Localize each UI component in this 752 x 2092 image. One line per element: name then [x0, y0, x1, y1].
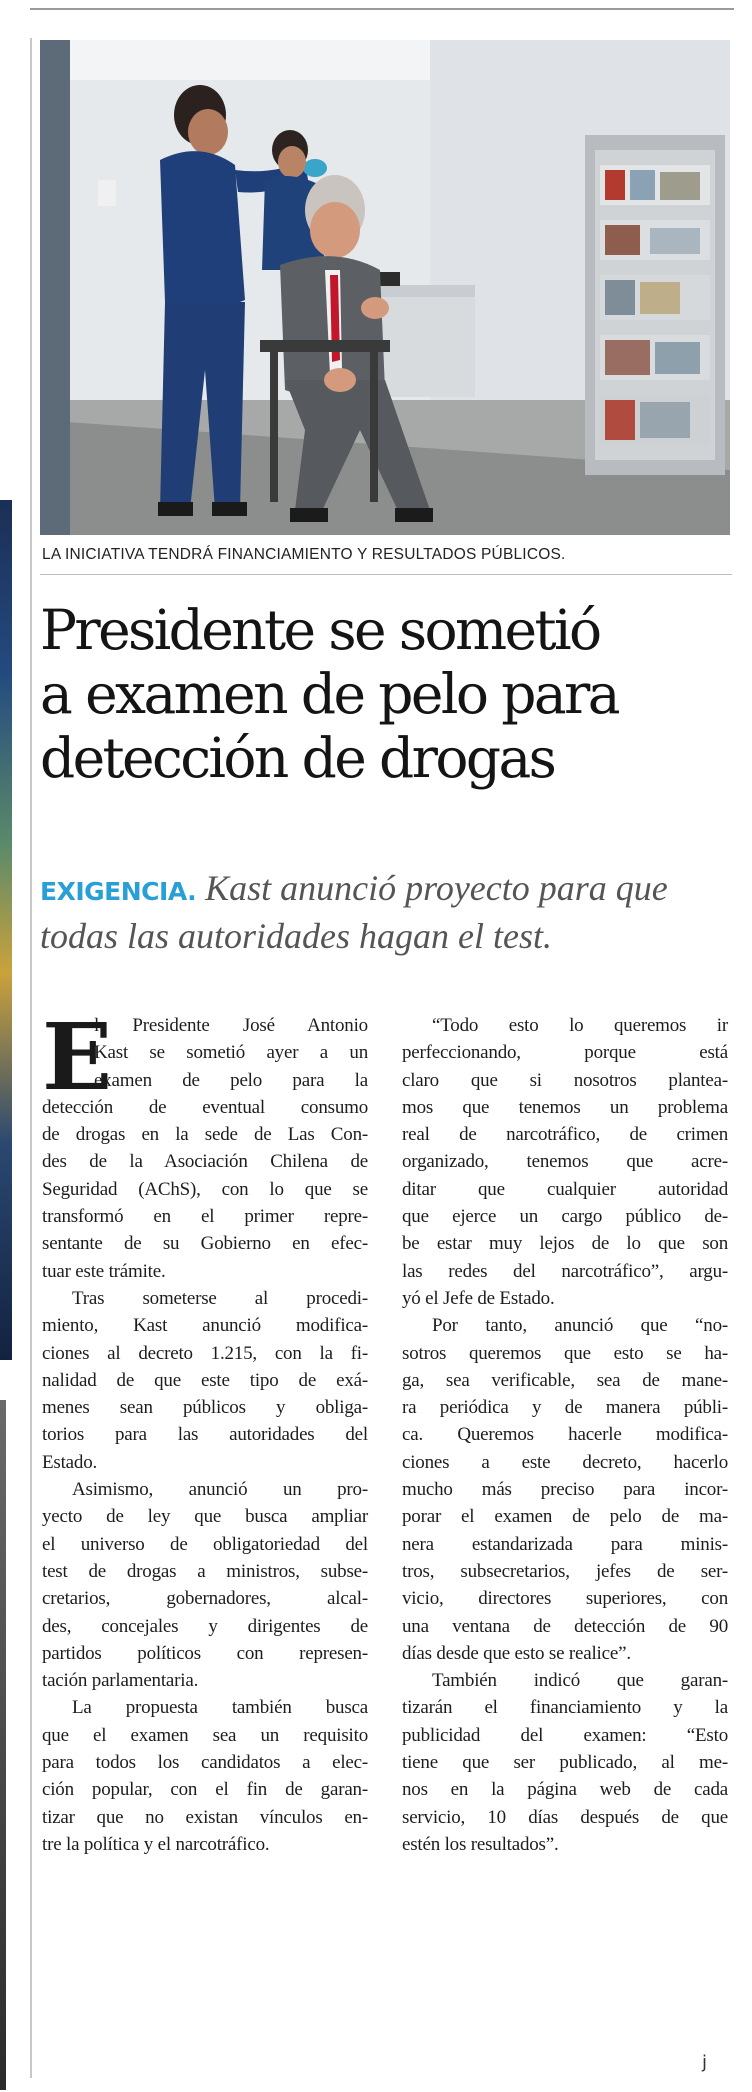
body-line: una ventana de detección de 90	[402, 1615, 728, 1637]
body-line: mucho más preciso para incor-	[402, 1479, 728, 1501]
body-line: ga, sea verificable, sea de mane-	[402, 1369, 728, 1391]
body-line: menes sean públicos y obliga-	[42, 1397, 368, 1419]
body-line: que ejerce un cargo público de-	[402, 1206, 728, 1228]
body-line: publicidad del examen: “Esto	[402, 1724, 728, 1746]
body-line: de drogas en la sede de Las Con-	[42, 1124, 368, 1146]
body-line: detección de eventual consumo	[42, 1096, 368, 1118]
end-mark-icon: ϳ	[702, 2052, 708, 2073]
body-line: ciones al decreto 1.215, con la fi-	[42, 1342, 368, 1364]
body-line: Tras someterse al procedi-	[72, 1287, 368, 1309]
adjacent-page-edge	[0, 500, 12, 1360]
body-line: estén los resultados”.	[402, 1833, 559, 1855]
article-photo	[40, 40, 730, 535]
body-line: miento, Kast anunció modifica-	[42, 1315, 368, 1337]
body-line: nos en la página web de cada	[402, 1779, 728, 1801]
body-line: organizado, tenemos que acre-	[402, 1151, 728, 1173]
body-line: Asimismo, anunció un pro-	[72, 1479, 368, 1501]
body-line: perfeccionando, porque está	[402, 1042, 728, 1064]
body-line: ditar que cualquier autoridad	[402, 1178, 728, 1200]
body-line: para todos los candidatos a elec-	[42, 1752, 368, 1774]
body-line: nera estandarizada para minis-	[402, 1533, 728, 1555]
body-column-right	[402, 1012, 728, 1858]
body-line: torios para las autoridades del	[42, 1424, 368, 1446]
body-line: tación parlamentaria.	[42, 1670, 199, 1692]
headline	[40, 598, 730, 790]
body-line: ra periódica y de manera públi-	[402, 1397, 728, 1419]
body-line: tizarán el financiamiento y la	[402, 1697, 728, 1719]
body-line: ca. Queremos hacerle modifica-	[402, 1424, 728, 1446]
body-line: tre la política y el narcotráfico.	[42, 1833, 270, 1855]
body-line: des de la Asociación Chilena de	[42, 1151, 368, 1173]
body-line: el universo de obligatoriedad del	[42, 1533, 368, 1555]
body-line: l Presidente José Antonio	[94, 1015, 368, 1036]
body-line: Kast se sometió ayer a un	[94, 1042, 368, 1064]
body-line: be estar muy lejos de lo que son	[402, 1233, 728, 1255]
body-line: tiene que ser publicado, al me-	[402, 1752, 728, 1774]
body-line: La propuesta también busca	[72, 1697, 368, 1719]
body-line: examen de pelo para la	[94, 1069, 368, 1091]
body-line: mos que tenemos un problema	[402, 1096, 728, 1118]
body-line: tros, subsecretarios, jefes de ser-	[402, 1560, 728, 1582]
body-line: porar el examen de pelo de ma-	[402, 1506, 728, 1528]
dropcap: E	[42, 1003, 112, 1111]
body-line: tizar que no existan vínculos en-	[42, 1806, 368, 1828]
headline-line-2: a examen de pelo para	[40, 662, 618, 726]
body-line: Por tanto, anunció que “no-	[432, 1315, 728, 1337]
body-line: sotros queremos que esto se ha-	[402, 1342, 728, 1364]
body-line: yecto de ley que busca ampliar	[42, 1506, 368, 1528]
body-line: transformó en el primer repre-	[42, 1206, 368, 1228]
body-column-left	[42, 1003, 368, 1858]
article-deck	[40, 866, 730, 959]
body-line: real de narcotráfico, de crimen	[402, 1124, 728, 1146]
body-line: Seguridad (AChS), con lo que se	[42, 1178, 368, 1200]
photo-caption: LA INICIATIVA TENDRÁ FINANCIAMIENTO Y RESULTADOS PÚBLICOS.	[42, 546, 566, 563]
body-line: yó el Jefe de Estado.	[402, 1287, 555, 1309]
headline-line-3: detección de drogas	[40, 726, 555, 790]
adjacent-page-edge-lower	[0, 1400, 6, 2090]
deck-text: Kast anunció proyecto para que todas las autoridades hagan el test.	[40, 868, 668, 956]
body-line: tuar este trámite.	[42, 1260, 166, 1282]
body-line: des, concejales y dirigentes de	[42, 1615, 368, 1637]
deck-kicker: EXIGENCIA.	[40, 877, 197, 906]
body-line: “Todo esto lo queremos ir	[432, 1015, 728, 1036]
body-line: que el examen sea un requisito	[42, 1724, 368, 1746]
column-rule	[30, 38, 32, 2078]
headline-line-1: Presidente se sometió	[40, 598, 600, 662]
body-line: servicio, 10 días después de que	[402, 1806, 728, 1828]
body-line: ciones a este decreto, hacerlo	[402, 1451, 728, 1473]
body-line: nalidad de que este tipo de exá-	[42, 1369, 368, 1391]
body-line: vicio, directores superiores, con	[402, 1588, 728, 1610]
body-line: ción popular, con el fin de garan-	[42, 1779, 368, 1801]
body-line: partidos políticos con represen-	[42, 1642, 368, 1664]
body-line: las redes del narcotráfico”, argu-	[402, 1260, 728, 1282]
caption-rule	[40, 574, 732, 575]
body-line: días desde que esto se realice”.	[402, 1642, 631, 1664]
body-line: test de drogas a ministros, subse-	[42, 1560, 368, 1582]
body-line: cretarios, gobernadores, alcal-	[42, 1588, 368, 1610]
top-rule	[30, 8, 734, 10]
body-line: Estado.	[42, 1451, 98, 1473]
body-line: claro que si nosotros plantea-	[402, 1069, 728, 1091]
body-line: También indicó que garan-	[432, 1670, 728, 1692]
body-line: sentante de su Gobierno en efec-	[42, 1233, 368, 1255]
